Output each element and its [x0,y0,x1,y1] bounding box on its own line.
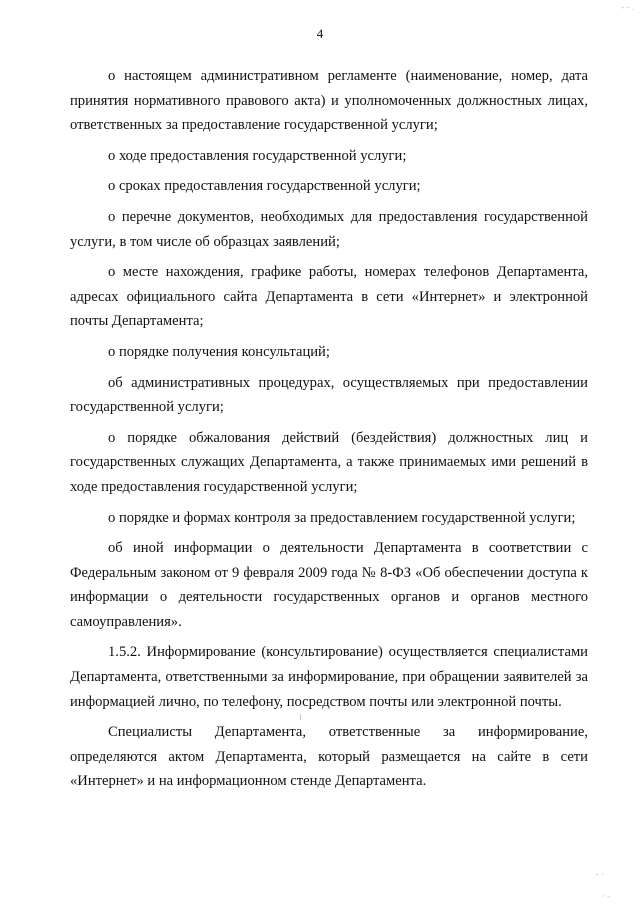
paragraph-other-information: об иной информации о деятельности Департамента в соответствии с Федеральным законом от 9 февраля 2009 года № 8-ФЗ «Об обеспечении доступа к информации о деятельности государственных органов и органов местного самоуправления». [70,540,588,630]
paragraph-specialists: Специалисты Департамента, ответственные за информирование, определяются актом Департамента, который размещается на сайте в сети «Интернет» и на информационном стенде Департамента. [70,724,588,790]
document-body [70,58,588,794]
scan-artifact: · - [601,891,610,901]
page-number: 4 [316,26,324,41]
scan-artifact [300,714,301,720]
paragraph-control-procedure: о порядке и формах контроля за предоставлением государственной услуги; [108,509,576,526]
paragraph-administrative-procedures: об административных процедурах, осуществляемых при предоставлении государственной услуги; [70,374,588,416]
paragraph-document-list: о перечне документов, необходимых для предоставления государственной услуги, в том числе об образцах заявлений; [70,208,588,250]
paragraph-department-contacts: о месте нахождения, графике работы, номерах телефонов Департамента, адресах официального сайта Департамента в сети «Интернет» и электронной почты Департамента; [70,264,588,330]
paragraph-service-deadlines: о сроках предоставления государственной услуги; [108,178,421,195]
scan-artifact: - · [595,869,604,879]
paragraph-service-progress: о ходе предоставления государственной услуги; [108,147,407,164]
paragraph-section-1-5-2: 1.5.2. Информирование (консультирование) осуществляется специалистами Департамента, ответственными за информирование, при обращении заявителей за информацией лично, по телефону, посредством почты или электронной почты. [70,644,588,710]
scan-artifact: - - . [621,2,634,12]
paragraph-regulation-info: о настоящем административном регламенте (наименование, номер, дата принятия нормативного правового акта) и уполномоченных должностных лицах, ответственных за предоставление государственной услуги; [70,68,588,134]
paragraph-consultations: о порядке получения консультаций; [108,343,330,360]
paragraph-appeal-procedure: о порядке обжалования действий (бездействия) должностных лиц и государственных служащих Департамента, а также принимаемых ими решений в ходе предоставления государственной услуги; [70,429,588,495]
